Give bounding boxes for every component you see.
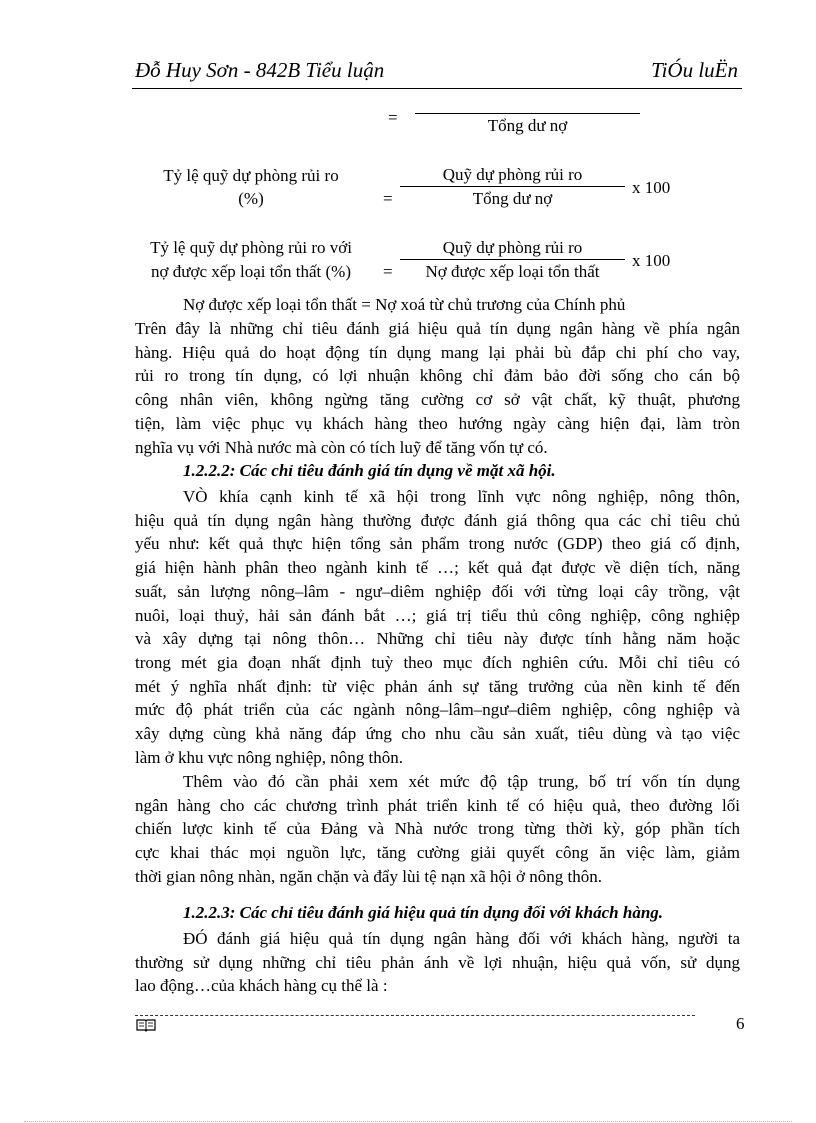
book-icon bbox=[136, 1018, 156, 1032]
text-line: thường sử dụng những chỉ tiêu phản ánh về lợi nhuận, hiệu quả vốn, sử dụng bbox=[135, 952, 740, 972]
formula1-equals: = bbox=[383, 189, 393, 208]
text-line: mức độ phát triển của các ngành nông–lâm–ngư–diêm nghiệp, công nghiệp và bbox=[135, 700, 740, 720]
top-formula-denominator: Tổng dư nợ bbox=[487, 116, 568, 135]
text-line: suất, sản lượng nông–lâm - ngư–diêm nghiệp đối với từng loại cây trồng, vật bbox=[135, 581, 740, 601]
top-formula-fraction-line bbox=[415, 113, 640, 114]
formula1-numerator: Quỹ dự phòng rủi ro bbox=[442, 165, 583, 184]
text-line: chiến lược kinh tế của Đảng và Nhà nước trong từng thời kỳ, góp phần tích bbox=[135, 819, 740, 839]
text-line: làm ở khu vực nông nghiệp, nông thôn. bbox=[135, 747, 403, 767]
formula2-denominator: Nợ được xếp loại tổn thất bbox=[425, 262, 600, 281]
text-line: cực khai thác mọi nguồn lực, tăng cường giải quyết công ăn việc làm, giảm bbox=[135, 843, 740, 863]
paragraph-capital-allocation bbox=[135, 770, 740, 889]
header-rule bbox=[132, 88, 742, 89]
text-line: VÒ khía cạnh kinh tế xã hội trong lĩnh vực nông nghiệp, nông thôn, bbox=[183, 487, 740, 506]
paragraph-social-indicators bbox=[135, 485, 740, 769]
page-bottom-edge bbox=[24, 1121, 792, 1122]
paragraph-summary bbox=[135, 317, 740, 459]
text-line: hàng. Hiệu quả do hoạt động tín dụng mang lại phải bù đắp chi phí cho vay, bbox=[135, 342, 740, 362]
formula2-label-line2: nợ được xếp loại tổn thất (%) bbox=[151, 262, 351, 281]
text-line: thời gian nông nhàn, ngăn chặn và đẩy lùi tệ nạn xã hội ở nông thôn. bbox=[135, 866, 602, 886]
text-line: Thêm vào đó cần phải xem xét mức độ tập trung, bố trí vốn tín dụng bbox=[183, 772, 740, 791]
text-line: hiệu quả tín dụng ngân hàng thường được đánh giá thông qua các chỉ tiêu chủ bbox=[135, 510, 740, 530]
paragraph-definition bbox=[135, 293, 740, 317]
text-line: rủi ro trong tín dụng, có lợi nhuận không chỉ đảm bảo đời sống cho cán bộ bbox=[135, 366, 740, 386]
text-line: nghĩa vụ với Nhà nước mà còn có tích luỹ để tăng vốn tự có. bbox=[135, 437, 548, 457]
header-author-title: Đỗ Huy Sơn - 842B Tiểu luận bbox=[135, 58, 385, 82]
paragraph-definition-text: Nợ được xếp loại tổn thất = Nợ xoá từ chủ trương của Chính phủ bbox=[183, 295, 626, 314]
text-line: lao động…của khách hàng cụ thể là : bbox=[135, 976, 388, 996]
formula1-denominator: Tổng dư nợ bbox=[472, 189, 553, 208]
text-line: ĐÓ đánh giá hiệu quả tín dụng ngân hàng đối với khách hàng, người ta bbox=[183, 929, 740, 948]
text-line: yếu như: kết quả thực hiện tổng sản phẩm trong nước (GDP) theo giá cố định, bbox=[135, 534, 740, 554]
footer-rule bbox=[135, 1015, 695, 1016]
formula2-equals: = bbox=[383, 262, 393, 281]
top-formula-equals: = bbox=[388, 108, 398, 127]
formula2-numerator: Quỹ dự phòng rủi ro bbox=[442, 238, 583, 257]
section-heading-customer: 1.2.2.3: Các chỉ tiêu đánh giá hiệu quả tín dụng đối với khách hàng. bbox=[183, 903, 664, 922]
formula2-fraction-line bbox=[400, 259, 625, 260]
formula1-label-line2: (%) bbox=[238, 189, 264, 208]
text-line: mét ý nghĩa nhất định: từ việc phản ánh sự tăng trưởng của nền kinh tế đến bbox=[135, 676, 740, 696]
text-line: ngân hàng cho các chương trình phát triển kinh tế có hiệu quả, theo đường lối bbox=[135, 795, 740, 815]
page-number: 6 bbox=[736, 1014, 745, 1033]
paragraph-customer-indicators bbox=[135, 927, 740, 998]
text-line: công nhân viên, không ngừng tăng cường cơ sở vật chất, kỹ thuật, phương bbox=[135, 390, 740, 410]
section-heading-social: 1.2.2.2: Các chỉ tiêu đánh giá tín dụng về mặt xã hội. bbox=[183, 461, 556, 480]
formula1-fraction-line bbox=[400, 186, 625, 187]
formula1-label-line1: Tỷ lệ quỹ dự phòng rủi ro bbox=[163, 166, 339, 185]
formula2-label-line1: Tỷ lệ quỹ dự phòng rủi ro với bbox=[150, 238, 352, 257]
formula1-multiplier: x 100 bbox=[632, 178, 671, 197]
text-line: Trên đây là những chỉ tiêu đánh giá hiệu quả tín dụng ngân hàng về phía ngân bbox=[135, 319, 740, 338]
text-line: tiện, làm việc phục vụ khách hàng theo hướng ngày càng hiện đại, làm tròn bbox=[135, 413, 740, 433]
text-line: giá hiện hành phân theo ngành kinh tế …; kết quả đạt được về diện tích, năng bbox=[135, 558, 740, 578]
text-line: xây dựng cùng khả năng đáp ứng cho nhu cầu sản xuất, tiêu dùng và tạo việc bbox=[135, 724, 740, 744]
text-line: trong mét gia đoạn nhất định tuỳ theo mục đích nghiên cứu. Mỗi chỉ tiêu có bbox=[135, 652, 740, 672]
text-line: nuôi, loại thuỷ, hải sản đánh bắt …; giá trị tiểu thủ công nghiệp, công nghiệp bbox=[135, 605, 740, 625]
text-line: và xây dựng tại nông thôn… Những chỉ tiêu này được tính hằng năm hoặc bbox=[135, 629, 740, 649]
header-doc-type: TiÓu luËn bbox=[651, 58, 738, 82]
formula2-multiplier: x 100 bbox=[632, 251, 671, 270]
